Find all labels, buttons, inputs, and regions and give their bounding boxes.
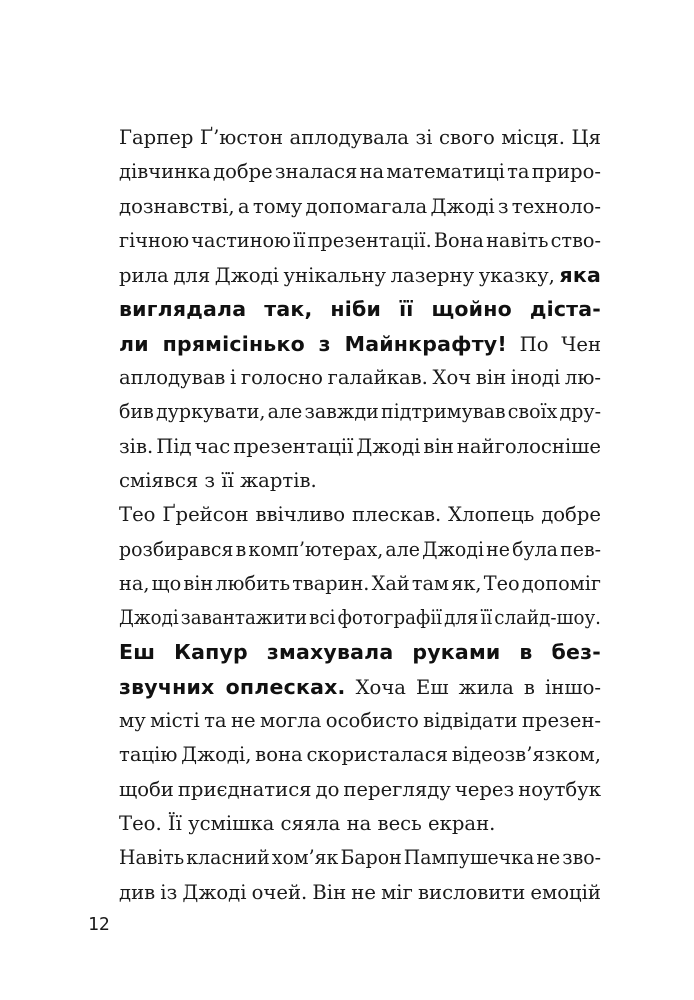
text-line: розбирався в комп’ютерах, але Джоді не була пев- (119, 537, 601, 561)
text-line: див із Джоді очей. Він не міг висловити емоцій (119, 880, 601, 904)
text-line: Тео Ґрейсон ввічливо плескав. Хлопець добре (119, 503, 601, 527)
text-line: Навіть класний хом’як Барон Пампушечка не зво- (119, 846, 601, 870)
text-line: Тео. Її усмішка сяяла на весь екран. (119, 811, 496, 835)
text-line: ли прямісінько з Майнкрафту! По Чен (119, 331, 601, 356)
body-text (119, 121, 601, 910)
text-line: гічною частиною її презентації. Вона навіть ство- (119, 228, 601, 252)
text-line: на, що він любить тварин. Хай там як, Тео допоміг (119, 571, 601, 595)
highlighted-text: виглядала так, ніби її щойно діста- (119, 297, 601, 322)
highlighted-text: звучних оплесках. (119, 674, 346, 699)
text-line: Гарпер Ґ’юстон аплодувала зі свого місця. Ця (119, 126, 601, 149)
text-line: Джоді завантажити всі фотографії для її слайд-шоу. (119, 606, 601, 630)
text-line (119, 635, 601, 669)
text-line (119, 292, 601, 326)
text-line: бив дуркувати, але завжди підтримував своїх дру- (119, 400, 601, 424)
highlighted-text: ли прямісінько з Майнкрафту! (119, 331, 507, 356)
text-line: рила для Джоді унікальну лазерну указку, яка (119, 263, 601, 288)
text-line: звучних оплесках. Хоча Еш жила в іншо- (119, 674, 601, 699)
text-line: щоби приєднатися до перегляду через ноутбук (119, 777, 601, 801)
highlighted-text: Еш Капур змахувала руками в без- (119, 640, 601, 665)
text-line: дознавстві, а тому допомагала Джоді з техноло- (119, 194, 601, 218)
highlighted-text: яка (559, 263, 601, 288)
text-line: тацію Джоді, вона скористалася відеозв’язком, (119, 743, 601, 767)
text-line: аплодував і голосно галайкав. Хоч він іноді лю- (119, 366, 601, 390)
text-line: зів. Під час презентації Джоді він найголосніше (119, 434, 601, 458)
text-line: дівчинка добре зналася на математиці та приро- (119, 160, 601, 184)
page-number: 12 (88, 914, 110, 935)
text-line: сміявся з її жартів. (119, 468, 317, 492)
text-line: му місті та не могла особисто відвідати презен- (119, 709, 601, 733)
